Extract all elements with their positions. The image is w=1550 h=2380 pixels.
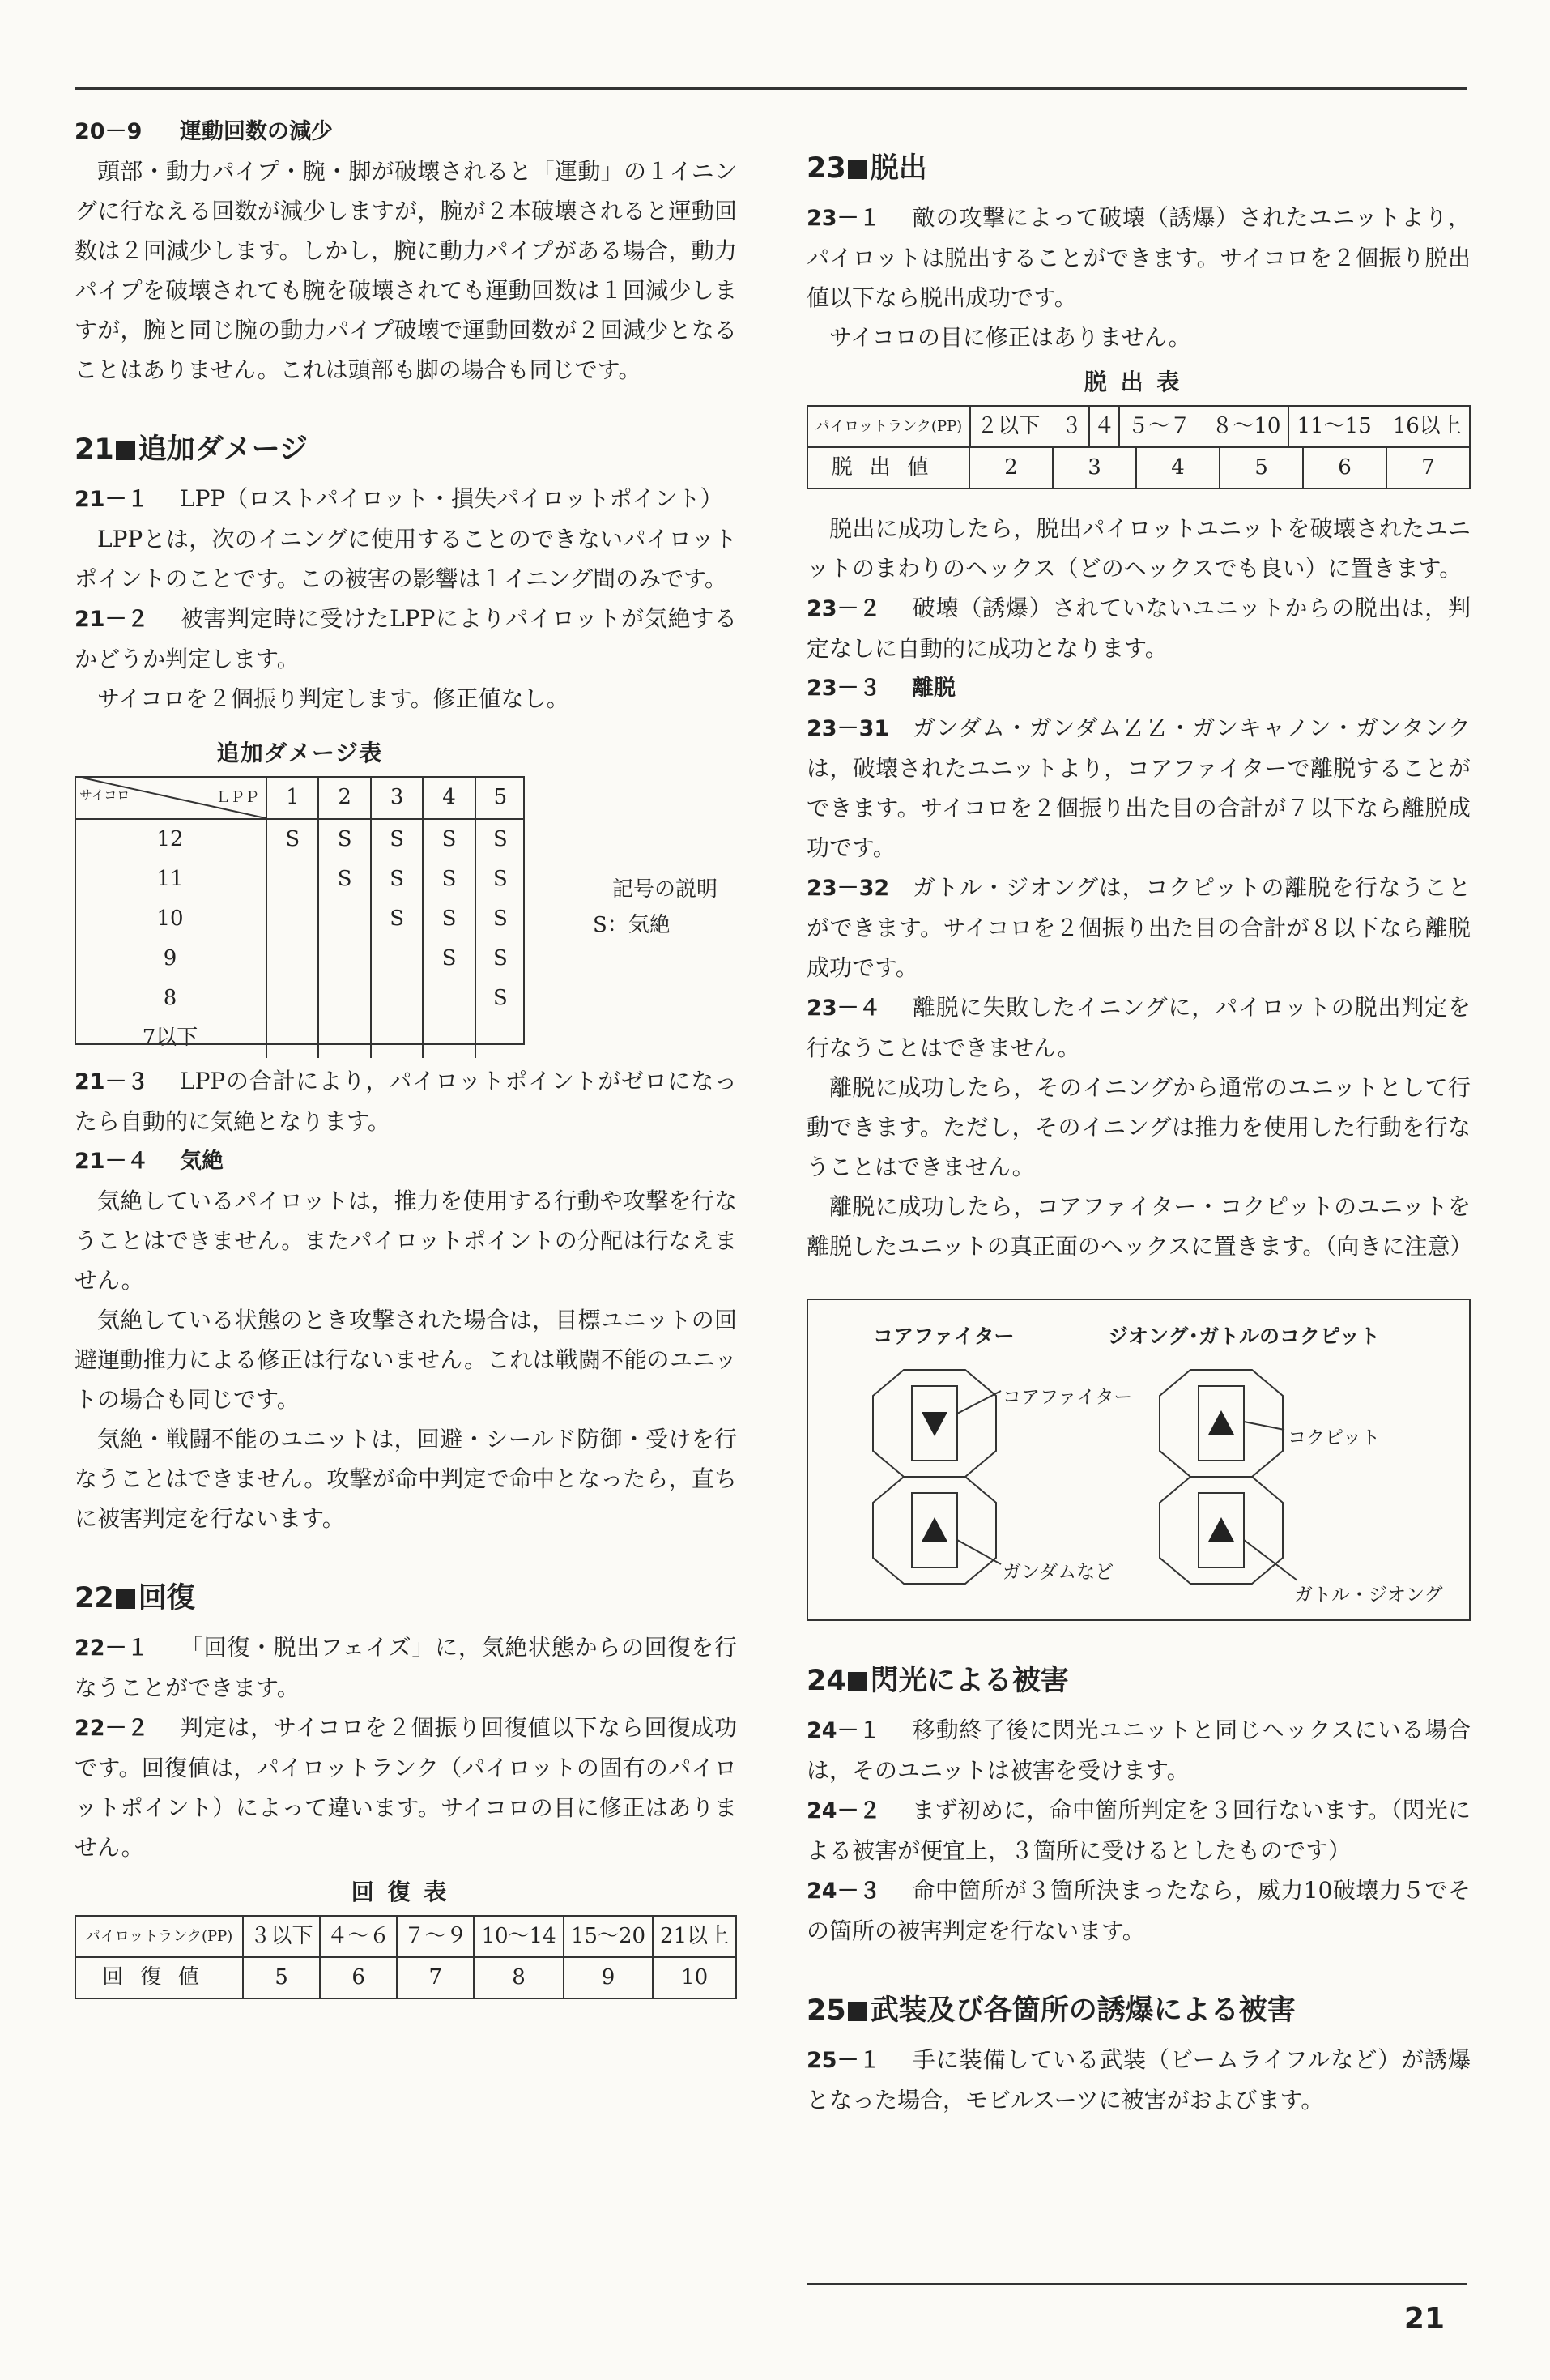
table-row	[75, 1957, 736, 1998]
left-column	[75, 112, 737, 1999]
section-heading-22: 22 回復	[75, 1582, 195, 1614]
diagram-heading-cockpit: ジオング･ガトルのコクピット	[1108, 1324, 1381, 1348]
item-25-1: 25－１ 手に装備している武装（ビームライフルなど）が誘爆となった場合，モビルスーツに被害がおよびます。	[807, 2046, 1471, 2113]
paragraph-23-4b: 離脱に成功したら，コアファイター・コクピットのユニットを離脱したユニットの真正面のヘックスに置きます。（向きに注意）	[807, 1193, 1473, 1260]
table-cell: 6	[1303, 447, 1386, 488]
heading-20-9: 20－9 運動回数の減少	[75, 119, 333, 144]
item-23-2: 23－２ 破壊（誘爆）されていないユニットからの脱出は，判定なしに自動的に成功となります。	[807, 595, 1471, 662]
section-heading-23: 23 脱出	[807, 152, 927, 185]
table-row	[75, 899, 525, 939]
item-24-1: 24－１ 移動終了後に閃光ユニットと同じヘックスにいる場合は，そのユニットは被害を受けます。	[807, 1717, 1471, 1784]
col-header: 1	[266, 776, 318, 819]
item-23-32: 23－32 ガトル・ジオングは，コクピットの離脱を行なうことができます。サイコロを２個振り出た目の合計が８以下なら離脱成功です。	[807, 874, 1471, 981]
col-header: 2	[318, 776, 370, 819]
item-22-1: 22－１ 「回復・脱出フェイズ」に，気絶状態からの回復を行なうことができます。	[75, 1634, 737, 1701]
table-cell	[266, 979, 318, 1018]
table-cell: 5	[243, 1957, 320, 1998]
table-cell: S	[318, 859, 370, 899]
item-21-2: 21－２ 被害判定時に受けたLPPによりパイロットが気絶するかどうか判定します。	[75, 605, 737, 672]
section-heading-21: 21 追加ダメージ	[75, 433, 309, 466]
label-cockpit: コクピット	[1288, 1427, 1381, 1448]
escape-table-values	[807, 446, 1471, 489]
table-cell	[318, 979, 370, 1018]
table-cell: S	[475, 939, 525, 979]
table-cell: 5	[1220, 447, 1303, 488]
table-cell: 10～14	[474, 1916, 563, 1957]
legend-title: 記号の説明	[612, 877, 718, 902]
col-header: 3	[371, 776, 423, 819]
table-cell	[318, 1018, 370, 1058]
table-cell: S	[423, 939, 475, 979]
escape-table	[807, 405, 1471, 448]
table-cell	[266, 1018, 318, 1058]
table-cell: 15～20	[564, 1916, 653, 1957]
table-cell	[475, 1018, 525, 1058]
table-cell: S	[475, 899, 525, 939]
table-cell: 9	[564, 1957, 653, 1998]
table-row	[807, 447, 1470, 488]
label-gundam-etc: ガンダムなど	[1003, 1562, 1114, 1583]
heading-21-4: 21－４ 気絶	[75, 1149, 224, 1174]
table-cell: ２以下 ３	[970, 406, 1089, 447]
table-cell: S	[371, 859, 423, 899]
table-cell	[318, 899, 370, 939]
table-cell: S	[475, 979, 525, 1018]
square-bullet-icon	[848, 2002, 867, 2021]
heading-23-3: 23－３ 離脱	[807, 676, 956, 701]
row-label: 9	[163, 946, 177, 970]
up-triangle-icon	[1208, 1517, 1234, 1542]
table-cell	[371, 1018, 423, 1058]
table-cell: 21以上	[653, 1916, 736, 1957]
up-triangle-icon	[1208, 1410, 1234, 1435]
table-cell: ５～７ ８～10	[1119, 406, 1288, 447]
row-label: パイロットランク(PP)	[807, 406, 970, 447]
section-heading-25: 25 武装及び各箇所の誘爆による被害	[807, 1994, 1296, 2027]
row-label: 8	[163, 986, 177, 1010]
square-bullet-icon	[848, 1672, 867, 1691]
table-cell: S	[371, 899, 423, 939]
table-cell: 7	[397, 1957, 474, 1998]
item-24-2: 24－２ まず初めに，命中箇所判定を３回行ないます。（閃光による被害が便宜上，３箇所に受けるとしたものです）	[807, 1797, 1471, 1864]
paragraph-23-4a: 離脱に成功したら，そのイニングから通常のユニットとして行動できます。ただし，そのイニングは推力を使用した行動を行なうことはできません。	[807, 1074, 1471, 1180]
item-23-31: 23－31 ガンダム・ガンダムＺＺ・ガンキャノン・ガンタンクは，破壊されたユニットより，コアファイターで離脱することができます。サイコロを２個振り出た目の合計が７以下なら離脱成功です。	[807, 714, 1471, 861]
table-cell	[423, 1018, 475, 1058]
table-cell	[423, 979, 475, 1018]
item-24-3: 24－３ 命中箇所が３箇所決まったなら，威力10破壊力５でその箇所の被害判定を行ないます。	[807, 1877, 1471, 1944]
table-cell	[318, 939, 370, 979]
label-core-fighter: コアファイター	[1003, 1387, 1133, 1408]
table-cell: S	[423, 859, 475, 899]
table-cell: S	[423, 819, 475, 859]
table-cell: ３以下	[243, 1916, 320, 1957]
section-heading-24: 24 閃光による被害	[807, 1665, 1069, 1697]
table-cell: S	[475, 819, 525, 859]
top-rule	[75, 87, 1467, 90]
damage-table-block	[75, 776, 737, 1050]
paragraph-escape-after: 脱出に成功したら，脱出パイロットユニットを破壊されたユニットのまわりのヘックス（どのヘックスでも良い）に置きます。	[807, 515, 1471, 582]
table-cell: 2	[969, 447, 1053, 488]
paragraph-21-4b: 気絶している状態のとき攻撃された場合は，目標ユニットの回避運動推力による修正は行ないません。これは戦闘不能のユニットの場合も同じです。	[75, 1307, 737, 1413]
table-cell: S	[371, 819, 423, 859]
table-cell: S	[318, 819, 370, 859]
row-label: 脱出値	[807, 447, 969, 488]
table-cell: 11～15 16以上	[1288, 406, 1470, 447]
table-row	[75, 859, 525, 899]
corner-top-label: ＬＰＰ	[215, 789, 259, 806]
table-cell	[266, 859, 318, 899]
col-header: 5	[475, 776, 525, 819]
row-label: 回復値	[75, 1957, 243, 1998]
table-cell: S	[266, 819, 318, 859]
item-21-1: 21－１ LPP（ロストパイロット・損失パイロットポイント）	[75, 485, 723, 512]
table-row	[75, 979, 525, 1018]
bottom-rule	[807, 2283, 1467, 2285]
down-triangle-icon	[922, 1412, 947, 1436]
paragraph-23-1: サイコロの目に修正はありません。	[829, 324, 1191, 351]
row-label: 12	[156, 827, 184, 851]
recovery-table	[75, 1915, 737, 1999]
item-21-3: 21－３ LPPの合計により，パイロットポイントがゼロになったら自動的に気絶となります。	[75, 1068, 737, 1135]
page-number: 21	[1403, 2302, 1445, 2335]
table-row	[75, 1018, 525, 1058]
paragraph-21-1: LPPとは，次のイニングに使用することのできないパイロットポイントのことです。この被害の影響は１イニング間のみです。	[75, 526, 737, 592]
table-cell	[266, 899, 318, 939]
row-label: 11	[156, 867, 184, 891]
paragraph-21-2: サイコロを２個振り判定します。修正値なし。	[97, 685, 569, 712]
square-bullet-icon	[116, 1589, 135, 1609]
row-label: 10	[156, 906, 184, 931]
table-cell	[371, 979, 423, 1018]
table-cell: 6	[320, 1957, 397, 1998]
up-triangle-icon	[922, 1517, 947, 1542]
table-cell: ４～６	[320, 1916, 397, 1957]
corner-bottom-label: サイコロ	[79, 787, 130, 803]
table-cell: S	[475, 859, 525, 899]
paragraph-20-9: 頭部・動力パイプ・腕・脚が破壊されると「運動」の１イニングに行なえる回数が減少しますが，腕が２本破壊されると運動回数は２回減少します。しかし，腕に動力パイプがある場合，動力パイプを破壊されても腕を破壊されても運動回数は１回減少しますが，腕と同じ腕の動力パイプ破壊で運動回数が２回減少となることはありません。これは頭部も脚の場合も同じです。	[75, 158, 737, 383]
recovery-table-caption: 回復表	[351, 1879, 461, 1905]
right-column	[807, 147, 1471, 2120]
escape-table-caption: 脱出表	[1084, 369, 1194, 395]
table-cell: 4	[1136, 447, 1220, 488]
row-label: 7以下	[142, 1026, 198, 1050]
square-bullet-icon	[116, 441, 135, 460]
table-corner-cell	[75, 776, 266, 819]
hex-diagram	[808, 1300, 1469, 1616]
item-22-2: 22－２ 判定は，サイコロを２個振り回復値以下なら回復成功です。回復値は，パイロットランク（パイロットの固有のパイロットポイント）によって違います。サイコロの目に修正はありません。	[75, 1714, 737, 1861]
table-cell: ４	[1089, 406, 1120, 447]
table-cell: 3	[1053, 447, 1136, 488]
label-gatle-zeong: ガトル・ジオング	[1294, 1585, 1443, 1606]
square-bullet-icon	[848, 160, 867, 179]
legend-item: S：気絶	[593, 913, 671, 937]
table-row	[75, 819, 525, 859]
table-cell	[266, 939, 318, 979]
item-23-1: 23－１ 敵の攻撃によって破壊（誘爆）されたユニットより，パイロットは脱出することができます。サイコロを２個振り脱出値以下なら脱出成功です。	[807, 204, 1471, 311]
separation-diagram	[807, 1299, 1471, 1621]
table-row	[75, 1916, 736, 1957]
item-23-4: 23－４ 離脱に失敗したイニングに，パイロットの脱出判定を行なうことはできません。	[807, 994, 1471, 1061]
table-cell: 10	[653, 1957, 736, 1998]
paragraph-21-4c: 気絶・戦闘不能のユニットは，回避・シールド防御・受けを行なうことはできません。攻撃が命中判定で命中となったら，直ちに被害判定を行ないます。	[75, 1426, 737, 1532]
paragraph-21-4a: 気絶しているパイロットは，推力を使用する行動や攻撃を行なうことはできません。またパイロットポイントの分配は行なえません。	[75, 1188, 737, 1294]
damage-table-caption: 追加ダメージ表	[216, 740, 383, 766]
table-cell: 8	[474, 1957, 563, 1998]
table-cell: 7	[1386, 447, 1470, 488]
diagram-heading-core-fighter: コアファイター	[873, 1324, 1015, 1348]
table-cell: S	[423, 899, 475, 939]
damage-table	[75, 776, 525, 1058]
table-row	[75, 939, 525, 979]
row-label: パイロットランク(PP)	[75, 1916, 243, 1957]
table-cell: ７～９	[397, 1916, 474, 1957]
table-cell	[371, 939, 423, 979]
table-row	[807, 406, 1470, 447]
table-legend	[593, 872, 718, 943]
col-header: 4	[423, 776, 475, 819]
